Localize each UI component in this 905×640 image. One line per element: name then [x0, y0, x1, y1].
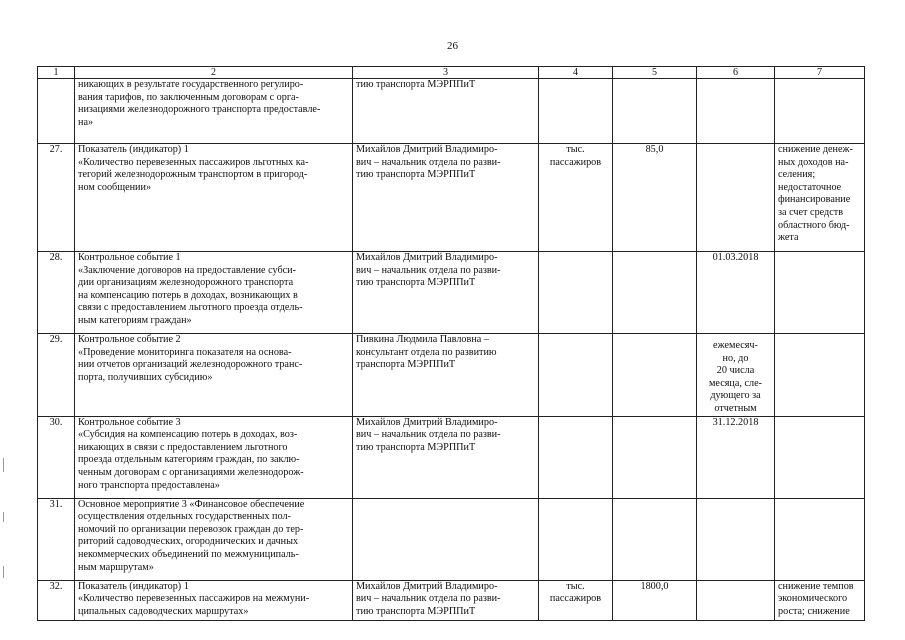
row-risk: [775, 334, 865, 417]
row-number: 28.: [38, 252, 75, 334]
row-responsible: Михайлов Дмитрий Владимиро- вич – начальник отдела по разви- тию транспорта МЭРППиТ: [353, 580, 539, 620]
row-unit: [539, 79, 613, 144]
row-value: [613, 498, 697, 580]
row-value: [613, 252, 697, 334]
table-row: [38, 334, 865, 417]
row-name: Контрольное событие 3 «Субсидия на компенсацию потерь в доходах, воз- никающих в связи с предоставлением льготного проезда отдельным категориям граждан, по заклю- ченным договорам с организациями железнодорож- ного транспорта предоставлена»: [75, 416, 353, 498]
column-header-2: 2: [75, 67, 353, 79]
row-responsible: [353, 498, 539, 580]
row-value: [613, 334, 697, 417]
row-value: [613, 79, 697, 144]
row-name: Контрольное событие 1 «Заключение договоров на предоставление субси- дии организациям железнодорожного транспорта на компенсацию потерь в доходах, возникающих в связи с предоставлением льготного проезда отдель- ным категориям граждан»: [75, 252, 353, 334]
row-number: 30.: [38, 416, 75, 498]
row-risk: [775, 252, 865, 334]
left-margin-mark: [3, 566, 4, 578]
table-row: [38, 144, 865, 252]
table-row: [38, 498, 865, 580]
row-responsible: Пивкина Людмила Павловна – консультант отдела по развитию транспорта МЭРППиТ: [353, 334, 539, 417]
left-margin-mark: [3, 512, 4, 522]
header-row: [38, 67, 865, 79]
row-name: Показатель (индикатор) 1 «Количество перевезенных пассажиров льготных ка- тегорий железнодорожным транспортом в пригород- ном сообщении»: [75, 144, 353, 252]
column-header-7: 7: [775, 67, 865, 79]
row-number: 31.: [38, 498, 75, 580]
row-name: Контрольное событие 2 «Проведение мониторинга показателя на основа- нии отчетов организаций железнодорожного транс- порта, получивших субсидию»: [75, 334, 353, 417]
column-header-5: 5: [613, 67, 697, 79]
row-date: [697, 144, 775, 252]
row-risk: [775, 498, 865, 580]
row-risk: [775, 416, 865, 498]
column-header-1: 1: [38, 67, 75, 79]
row-unit: [539, 498, 613, 580]
row-date: [697, 79, 775, 144]
row-unit: [539, 416, 613, 498]
table-row: [38, 252, 865, 334]
column-header-6: 6: [697, 67, 775, 79]
row-number: 29.: [38, 334, 75, 417]
row-number: 32.: [38, 580, 75, 620]
row-date: [697, 580, 775, 620]
page-number: 26: [447, 40, 458, 52]
row-unit: [539, 334, 613, 417]
row-name: никающих в результате государственного регулиро- вания тарифов, по заключенным договорам с орга- низациями железнодорожного транспорта предоставле- на»: [75, 79, 353, 144]
row-name: Показатель (индикатор) 1 «Количество перевезенных пассажиров на межмуни- ципальных садоводческих маршрутах»: [75, 580, 353, 620]
left-margin-mark: [3, 458, 4, 472]
row-number: 27.: [38, 144, 75, 252]
row-unit: тыс. пассажиров: [539, 580, 613, 620]
row-responsible: Михайлов Дмитрий Владимиро- вич – начальник отдела по разви- тию транспорта МЭРППиТ: [353, 252, 539, 334]
row-risk: [775, 79, 865, 144]
row-unit: тыс. пассажиров: [539, 144, 613, 252]
row-date: [697, 498, 775, 580]
row-value: 85,0: [613, 144, 697, 252]
row-unit: [539, 252, 613, 334]
row-value: 1800,0: [613, 580, 697, 620]
column-header-3: 3: [353, 67, 539, 79]
row-date: ежемесяч- но, до 20 числа месяца, сле- дующего за отчетным: [697, 334, 775, 417]
row-value: [613, 416, 697, 498]
row-name: Основное мероприятие 3 «Финансовое обеспечение осуществления отдельных государственных пол- номочий по организации перевозок граждан до тер- риторий садоводческих, огороднических и дачных некоммерческих объединений по межмуниципаль- ным маршрутам»: [75, 498, 353, 580]
column-header-4: 4: [539, 67, 613, 79]
row-risk: снижение темпов экономического роста; снижение: [775, 580, 865, 620]
row-responsible: Михайлов Дмитрий Владимиро- вич – начальник отдела по разви- тию транспорта МЭРППиТ: [353, 144, 539, 252]
row-responsible: тию транспорта МЭРППиТ: [353, 79, 539, 144]
table-row: [38, 79, 865, 144]
table-row: [38, 416, 865, 498]
row-risk: снижение денеж- ных доходов на- селения; недостаточное финансирование за счет средств областного бюд- жета: [775, 144, 865, 252]
table-row: [38, 580, 865, 620]
row-date: 31.12.2018: [697, 416, 775, 498]
row-date: 01.03.2018: [697, 252, 775, 334]
row-responsible: Михайлов Дмитрий Владимиро- вич – начальник отдела по разви- тию транспорта МЭРППиТ: [353, 416, 539, 498]
report-table: [37, 66, 865, 621]
row-number: [38, 79, 75, 144]
